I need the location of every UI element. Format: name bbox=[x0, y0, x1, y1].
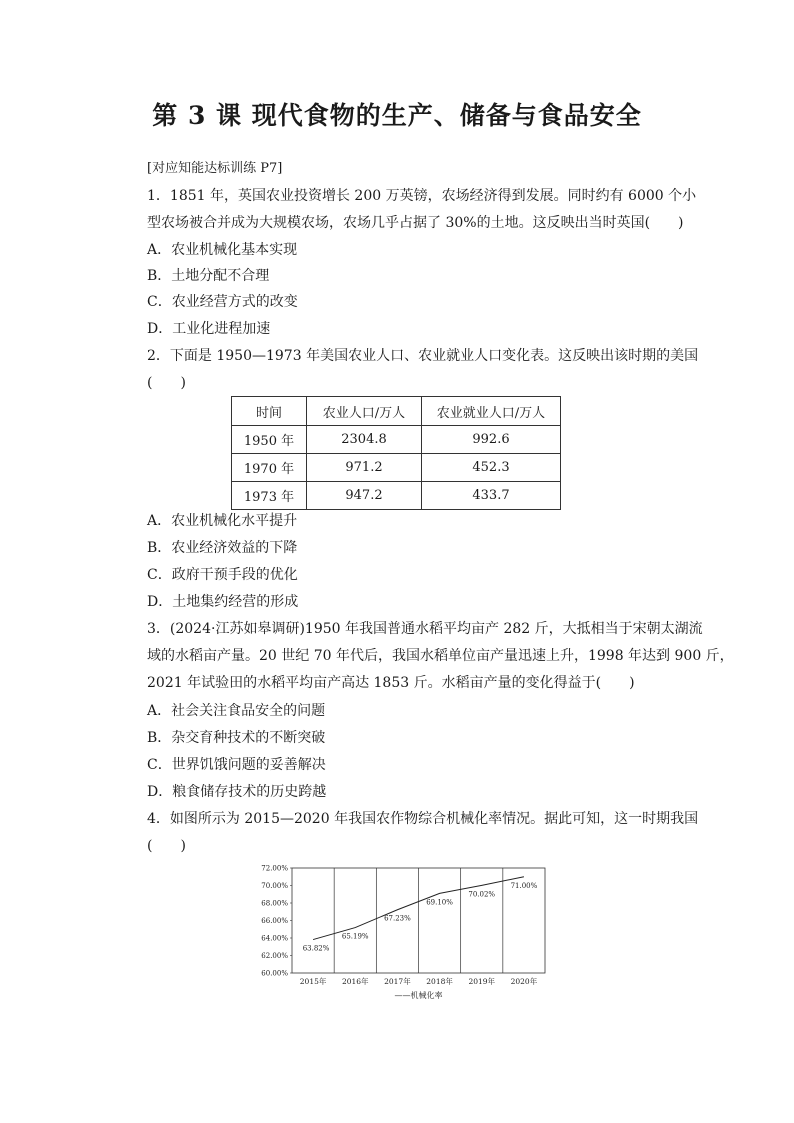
table-row bbox=[232, 454, 561, 482]
x-tick-label: 2018年 bbox=[426, 977, 453, 986]
table-header-cell: 农业就业人口/万人 bbox=[422, 397, 561, 426]
y-tick-label: 62.00% bbox=[261, 952, 288, 960]
q2-option-b: B．农业经济效益的下降 bbox=[147, 540, 298, 556]
table-cell: 2304.8 bbox=[307, 426, 422, 454]
x-tick-label: 2015年 bbox=[299, 977, 327, 986]
table-cell: 452.3 bbox=[422, 454, 561, 482]
q2-stem-line-1: 2．下面是 1950—1973 年美国农业人口、农业就业人口变化表。这反映出该时期的美国 bbox=[147, 348, 699, 364]
q4-stem-line-2: ( ) bbox=[147, 838, 186, 854]
q1-stem-line-2: 型农场被合并成为大规模农场，农场几乎占据了 30%的土地。这反映出当时英国( ) bbox=[147, 215, 684, 231]
q2-option-c: C．政府干预手段的优化 bbox=[147, 567, 298, 583]
lesson-title: 第 3 课 现代食物的生产、储备与食品安全 bbox=[152, 101, 642, 130]
q3-option-b: B．杂交育种技术的不断突破 bbox=[147, 730, 326, 746]
q1-option-d: D．工业化进程加速 bbox=[147, 321, 271, 337]
data-label: 65.19% bbox=[341, 932, 369, 941]
q3-stem-line-2: 域的水稻亩产量。20 世纪 70 年代后，我国水稻单位亩产量迅速上升，1998 年达到 900 斤， bbox=[147, 648, 734, 664]
q1-stem-line-1: 1．1851 年，英国农业投资增长 200 万英镑，农场经济得到发展。同时约有 6000 个小 bbox=[147, 188, 697, 204]
exercise-reference: [对应知能达标训练 P7] bbox=[147, 161, 283, 176]
x-tick-label: 2019年 bbox=[468, 977, 496, 986]
data-label: 67.23% bbox=[384, 914, 411, 923]
table-cell: 947.2 bbox=[307, 482, 422, 510]
y-tick-label: 60.00% bbox=[261, 969, 288, 978]
table-row bbox=[232, 482, 561, 510]
y-tick-label: 72.00% bbox=[261, 864, 288, 873]
table-row bbox=[232, 426, 561, 454]
table-cell: 1970 年 bbox=[232, 454, 307, 482]
q1-option-b: B．土地分配不合理 bbox=[147, 268, 270, 284]
data-label: 69.10% bbox=[426, 898, 453, 907]
q3-option-d: D．粮食储存技术的历史跨越 bbox=[147, 784, 327, 800]
table-cell: 1950 年 bbox=[232, 426, 307, 454]
q3-option-a: A．社会关注食品安全的问题 bbox=[147, 703, 326, 719]
q1-option-a: A．农业机械化基本实现 bbox=[147, 242, 298, 258]
x-tick-label: 2017年 bbox=[384, 977, 411, 986]
q2-option-d: D．土地集约经营的形成 bbox=[147, 594, 299, 610]
y-tick-label: 64.00% bbox=[261, 934, 288, 943]
x-tick-label: 2020年 bbox=[510, 977, 538, 986]
table-cell: 971.2 bbox=[307, 454, 422, 482]
q3-option-c: C．世界饥饿问题的妥善解决 bbox=[147, 757, 326, 773]
population-table bbox=[231, 396, 561, 510]
table-header-cell: 农业人口/万人 bbox=[307, 397, 422, 426]
table-header-cell: 时间 bbox=[232, 397, 307, 426]
y-tick-label: 68.00% bbox=[261, 899, 288, 908]
data-label: 70.02% bbox=[468, 890, 496, 899]
data-label: 63.82% bbox=[302, 944, 330, 953]
q2-option-a: A．农业机械化水平提升 bbox=[147, 513, 298, 529]
q4-stem-line-1: 4．如图所示为 2015—2020 年我国农作物综合机械化率情况。据此可知，这一时期我国 bbox=[147, 811, 699, 827]
q2-stem-line-2: ( ) bbox=[147, 375, 186, 391]
table-cell: 433.7 bbox=[422, 482, 561, 510]
q3-stem-line-1: 3．(2024·江苏如皋调研)1950 年我国普通水稻平均亩产 282 斤，大抵相当于宋朝太湖流 bbox=[147, 621, 703, 637]
x-tick-label: 2016年 bbox=[341, 977, 369, 986]
q1-option-c: C．农业经营方式的改变 bbox=[147, 294, 298, 310]
y-tick-label: 70.00% bbox=[261, 882, 288, 890]
data-label: 71.00% bbox=[510, 881, 538, 890]
legend-entry: ——机械化率 bbox=[394, 991, 443, 1000]
table-header-row bbox=[232, 397, 561, 426]
table-cell: 1973 年 bbox=[232, 482, 307, 510]
y-tick-label: 66.00% bbox=[261, 917, 288, 925]
table-cell: 992.6 bbox=[422, 426, 561, 454]
mechanization-rate-chart bbox=[250, 858, 570, 1018]
q3-stem-line-3: 2021 年试验田的水稻平均亩产高达 1853 斤。水稻亩产量的变化得益于( ) bbox=[147, 675, 635, 691]
